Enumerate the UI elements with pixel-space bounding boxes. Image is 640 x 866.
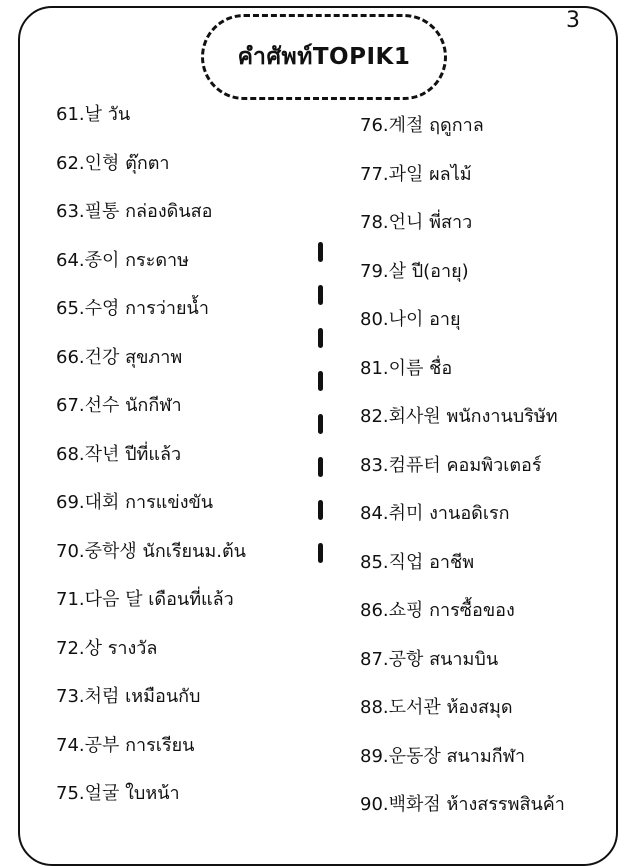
divider-dash (318, 285, 323, 305)
divider-dash (318, 543, 323, 563)
title-badge (201, 14, 447, 100)
vocab-item: 70.중학생 นักเรียนม.ต้น (56, 540, 246, 562)
divider-dash (318, 328, 323, 348)
vocab-item: 65.수영 การว่ายน้ำ (56, 298, 209, 319)
vocab-item: 87.공항 สนามบิน (360, 648, 499, 670)
vocab-item: 68.작년 ปีที่แล้ว (56, 443, 182, 465)
vocab-item: 71.다음 달 เดือนที่แล้ว (56, 589, 234, 610)
vocab-item: 90.백화점 ห้างสรรพสินค้า (360, 794, 565, 815)
vocab-item: 74.공부 การเรียน (56, 734, 195, 756)
vocab-item: 81.이름 ชื่อ (360, 357, 453, 379)
vocab-item: 86.쇼핑 การซื้อของ (360, 600, 515, 621)
vocab-item: 88.도서관 ห้องสมุด (360, 697, 513, 718)
vocab-item: 75.얼굴 ใบหน้า (56, 783, 180, 804)
vocab-item: 69.대회 การแข่งขัน (56, 492, 214, 513)
page-frame (18, 6, 618, 866)
divider-dash (318, 242, 323, 262)
divider-dash (318, 371, 323, 391)
vocab-item: 85.직업 อาชีพ (360, 551, 475, 573)
divider-dash (318, 500, 323, 520)
vocab-item: 84.취미 งานอดิเรก (360, 503, 510, 524)
vocab-item: 72.상 รางวัล (56, 637, 158, 659)
vocab-item: 73.처럼 เหมือนกับ (56, 686, 201, 707)
page-number: 3 (566, 8, 580, 33)
page-title: คำศัพท์TOPIK1 (237, 44, 411, 70)
vocab-item: 83.컴퓨터 คอมพิวเตอร์ (360, 454, 542, 476)
vocab-item: 64.종이 กระดาษ (56, 249, 190, 271)
vocab-item: 63.필통 กล่องดินสอ (56, 201, 213, 222)
vocab-item: 61.날 วัน (56, 104, 131, 125)
vocab-item: 80.나이 อายุ (360, 309, 461, 330)
vocab-item: 78.언니 พี่สาว (360, 212, 473, 233)
vocab-item: 89.운동장 สนามกีฬา (360, 745, 526, 767)
divider-dash (318, 414, 323, 434)
vocab-item: 79.살 ปี(อายุ) (360, 260, 469, 282)
vocab-item: 62.인형 ตุ๊กตา (56, 152, 170, 174)
divider-dash (318, 457, 323, 477)
vocab-item: 67.선수 นักกีฬา (56, 395, 182, 416)
vocab-item: 77.과일 ผลไม้ (360, 163, 472, 185)
vocab-item: 82.회사원 พนักงานบริษัท (360, 406, 558, 427)
vocab-item: 66.건강 สุขภาพ (56, 346, 183, 368)
vocab-item: 76.계절 ฤดูกาล (360, 115, 484, 136)
